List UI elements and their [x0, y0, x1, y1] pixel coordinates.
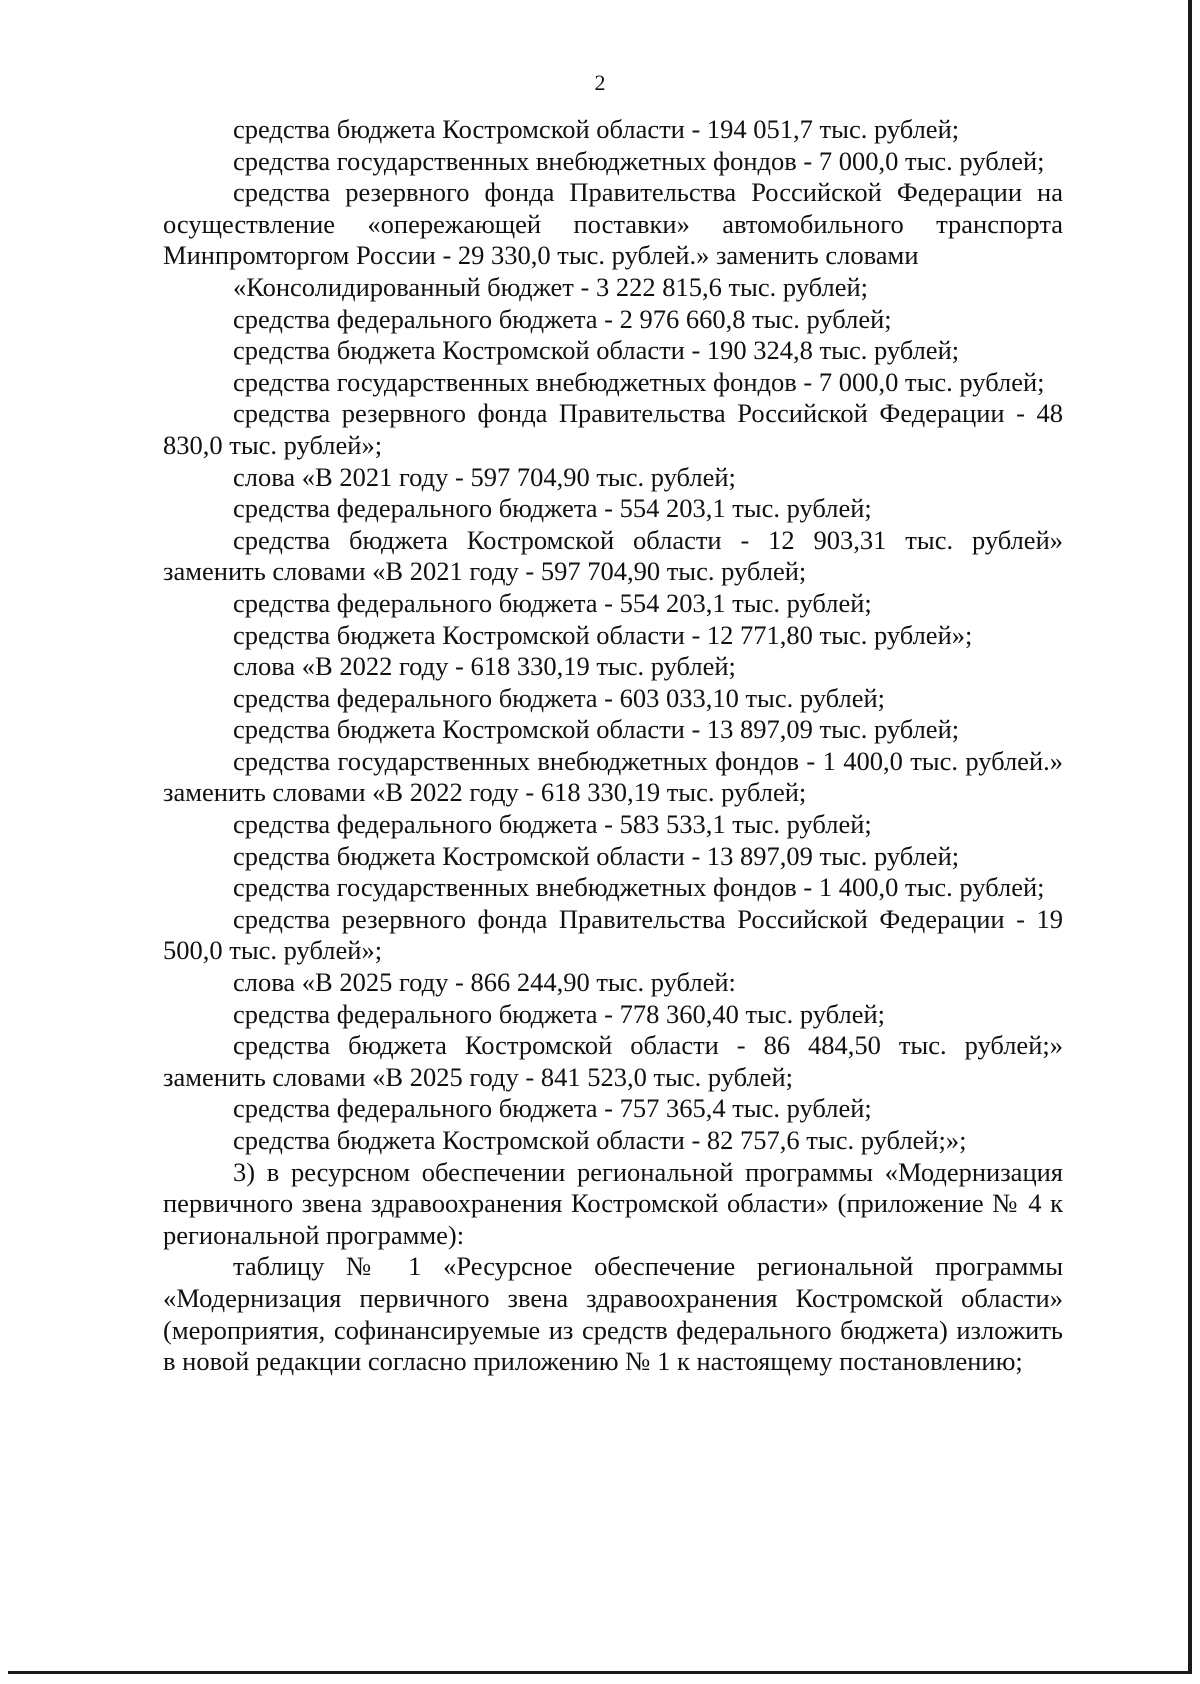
- scan-edge-right: [1188, 0, 1192, 1672]
- paragraph-reserve-fund: средства резервного фонда Правительства Российской Федерации на осуществление «опережающей поставки» автомобильного транспорта Минпромторгом России - 29 330,0 тыс. рублей.» заменить словами: [163, 177, 1063, 271]
- paragraph-2021-old: слова «В 2021 году - 597 704,90 тыс. рублей;: [233, 461, 736, 492]
- paragraph-2022-offbudget-new: средства государственных внебюджетных фондов - 1 400,0 тыс. рублей;: [233, 872, 1045, 903]
- paragraph-2022-offbudget-old: средства государственных внебюджетных фондов - 1 400,0 тыс. рублей.» заменить словами «В 2022 году - 618 330,19 тыс. рублей;: [163, 745, 1063, 808]
- paragraph-2021-federal-old: средства федерального бюджета - 554 203,1 тыс. рублей;: [233, 493, 872, 524]
- paragraph-2025-old: слова «В 2025 году - 866 244,90 тыс. рублей:: [233, 967, 736, 998]
- paragraph-2021-regional-old: средства бюджета Костромской области - 12 903,31 тыс. рублей» заменить словами «В 2021 году - 597 704,90 тыс. рублей;: [163, 524, 1063, 587]
- paragraph-2022-regional-new: средства бюджета Костромской области - 13 897,09 тыс. рублей;: [233, 840, 960, 871]
- paragraph-2022-regional-old: средства бюджета Костромской области - 13 897,09 тыс. рублей;: [233, 714, 960, 745]
- scan-edge-bottom: [8, 1671, 1192, 1674]
- paragraph-reserve-fund-new: средства резервного фонда Правительства Российской Федерации - 48 830,0 тыс. рублей»;: [163, 398, 1063, 460]
- paragraph-2021-federal-new: средства федерального бюджета - 554 203,1 тыс. рублей;: [233, 587, 872, 618]
- paragraph-2022-reserve-new: средства резервного фонда Правительства Российской Федерации - 19 500,0 тыс. рублей»;: [163, 903, 1063, 966]
- paragraph-2022-old: слова «В 2022 году - 618 330,19 тыс. рублей;: [233, 651, 736, 682]
- paragraph-federal-budget: средства федерального бюджета - 2 976 660,8 тыс. рублей;: [233, 303, 892, 334]
- paragraph-2025-federal-new: средства федерального бюджета - 757 365,4 тыс. рублей;: [233, 1093, 872, 1124]
- paragraph-2021-regional-new: средства бюджета Костромской области - 12 771,80 тыс. рублей»;: [233, 619, 973, 650]
- paragraph-2025-regional-old: средства бюджета Костромской области - 86 484,50 тыс. рублей;» заменить словами «В 2025 году - 841 523,0 тыс. рублей;: [163, 1030, 1063, 1092]
- paragraph-regional-budget: средства бюджета Костромской области - 194 051,7 тыс. рублей;: [233, 114, 960, 144]
- paragraph-offbudget-funds: средства государственных внебюджетных фондов - 7 000,0 тыс. рублей;: [233, 145, 1045, 176]
- paragraph-consolidated-budget: «Консолидированный бюджет - 3 222 815,6 тыс. рублей;: [233, 271, 869, 302]
- paragraph-table-1: таблицу № 1 «Ресурсное обеспечение региональной программы «Модернизация первичного звена здравоохранения Костромской области» (мероприятия, софинансируемые из средств федерального бюджета) изложить в новой редакции согласно приложению № 1 к настоящему постановлению;: [163, 1251, 1063, 1377]
- document-body: [163, 114, 1063, 1378]
- paragraph-offbudget-funds-new: средства государственных внебюджетных фондов - 7 000,0 тыс. рублей;: [233, 366, 1045, 397]
- paragraph-item-3: 3) в ресурсном обеспечении региональной программы «Модернизация первичного звена здравоохранения Костромской области» (приложение № 4 к региональной программе):: [163, 1156, 1063, 1250]
- paragraph-2025-regional-new: средства бюджета Костромской области - 82 757,6 тыс. рублей;»;: [233, 1125, 967, 1155]
- paragraph-regional-budget-new: средства бюджета Костромской области - 190 324,8 тыс. рублей;: [233, 335, 960, 366]
- paragraph-2025-federal-old: средства федерального бюджета - 778 360,40 тыс. рублей;: [233, 998, 886, 1029]
- paragraph-2022-federal-new: средства федерального бюджета - 583 533,1 тыс. рублей;: [233, 809, 872, 840]
- page-number: 2: [594, 70, 606, 95]
- paragraph-2022-federal-old: средства федерального бюджета - 603 033,10 тыс. рублей;: [233, 682, 886, 713]
